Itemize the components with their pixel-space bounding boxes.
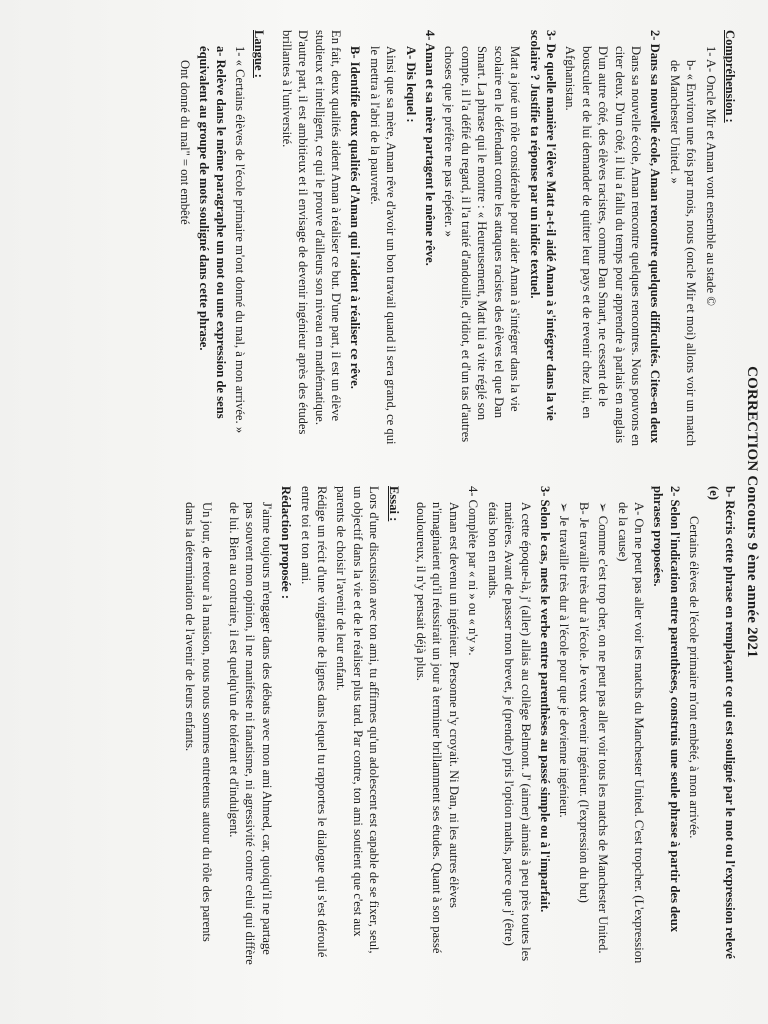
redaction-heading: Rédaction proposée : (279, 486, 294, 600)
langue-question-2: 2- Selon l'indication entre parenthèses, construis une seule phrase à partir des deux phrases proposées. (651, 486, 682, 933)
document-title: CORRECTION Concours 9 ème année 2021 (744, 366, 760, 658)
langue-question-4: 4- Complète par « ni » ou « n'y ». (466, 486, 481, 656)
answer-4a: Ainsi que sa mère, Aman rêve d'avoir un bon travail quand il sera grand, ce qui le mettra à l'abri de la pauvreté. (367, 46, 399, 445)
langue-answer-1a: Ont donné du mal" = ont embêté (177, 60, 192, 225)
question-4: 4- Aman et sa mère partagent le même rêve. (423, 30, 438, 266)
langue-question-2b: B- Je travaille très dur à l'école. Je veux devenir ingénieur. (l'expression du but) (576, 502, 591, 903)
essai-heading: Essai : (386, 486, 401, 522)
langue-answer-3: A cette époque-là, j' (aller) allais au collège Belmont. J' (aimer) aimais à peu près toutes les matières. Avant de passer mon brevet, je (prendre) pris l'option maths, parce que j' (être) étais bon en maths. (485, 502, 533, 962)
answer-2: Dans sa nouvelle école, Aman rencontre quelques rencontres. Nous pouvons en citer deux. D'un côté, il lui a fallu du temps pour apprendre à parlais en anglais D'un autre côté, des élèves racistes, comme Dan Smart, ne cessent de le bousculer et de lui demander de quitter leur pays et de revenir chez lui, en Afghanistan. (563, 46, 643, 447)
left-column (173, 30, 738, 450)
question-4b: B- Identifie deux qualités d'Aman qui l'aident à réaliser ce rêve. (348, 46, 363, 389)
essai-task: Rédige un récit d'une vingtaine de lignes dans lequel tu rapportes le dialogue qui s'est déroulé entre toi et ton ami. (298, 486, 330, 958)
question-1b: b- « Environ une fois par mois, nous (oncle Mir et moi) allons voir un match de Manchester United. » (667, 60, 699, 447)
langue-answer-2a: ➢ Comme c'est trop cher, on ne peut pas aller voir tous les matchs de Manchester United. (595, 502, 611, 966)
redaction-paragraph-1: J'aime toujours m'engager dans des débats avec mon ami Ahmed, car, quoiqu'il ne partage pas souvent mon opinion, il ne manifeste ni fanatisme, ni agressivité contre celui qui diffère de lui. Bien au contraire, il est quelqu'un de tolérant et d'indulgent. (227, 502, 274, 965)
langue-answer-2b: ➢ Je travaille très dur à l'école pour que je devienne ingénieur. (556, 502, 572, 966)
question-4a: A- Dis lequel : (403, 46, 418, 123)
question-3: 3- De quelle manière l'élève Matt a-t-il aidé Aman à s'intégrer dans la vie scolaire ? Justifie ta réponse par un indice textuel. (527, 30, 558, 421)
question-2: 2- Dans sa nouvelle école, Aman rencontre quelques difficultés. Cites-en deux (648, 30, 663, 444)
question-1a: 1- A- Oncle Mir et Aman vont ensemble au stade © (703, 46, 718, 306)
langue-question-3: 3- Selon le cas, mets le verbe entre parenthèses au passé simple ou à l'imparfait. (537, 486, 552, 913)
essai-text: Lors d'une discussion avec ton ami, tu affirmes qu'un adolescent est capable de se fixer, seul, un objectif dans la vie et de le réaliser plus tard. Par contre, ton ami soutient que c'est aux parents de choisir l'avenir de leur enfant. (334, 486, 382, 954)
langue-answer-4: Aman est devenu un ingénieur. Personne n'y croyait. Ni Dan, ni les autres élèves n'imaginaient qu'il réussirait un jour à terminer brillamment ses études. Quant à son passé douloureux, il n'y pensait déjà plus. (414, 502, 461, 954)
right-column (179, 486, 738, 966)
langue-question-2a: A- On ne peut pas aller voir les matchs du Manchester United. C'est tropcher. (L'expression de la cause) (615, 502, 646, 964)
langue-question-1: 1- « Certains élèves de l'école primaire m'ont donné du mal, à mon arrivée. » (233, 46, 248, 434)
langue-question-1a: a- Relève dans le même paragraphe un mot ou une expression de sens équivalent au groupe de mots souligné dans cette phrase. (197, 46, 228, 419)
comprehension-heading: Compréhension : (723, 30, 737, 123)
langue-heading: Langue : (252, 30, 267, 78)
question-b: b- Récris cette phrase en remplaçant ce qui est souligné par le mot ou l'expression relevé (e) (706, 486, 737, 960)
answer-4b: En fait, deux qualités aident Aman à réaliser ce but. D'une part, il est un élève studieux et intelligent, ce qui le prouve d'ailleurs son niveau en mathématique. D'autre part, il est ambitieux et il envisage de devenir ingénieur après des études brillantes à l'université. (279, 30, 344, 435)
answer-3: Matt a joué un rôle considérable pour aider Aman à s'intégrer dans la vie scolaire en le défendant contre les attaques racistes des élèves tel que Dan Smart. La phrase qui le montre : « Heureusement, Matt lui a vite réglé son compte, il l'a défié du regard, il l'a traité d'andouille, d'idiot, et d'un tas d'autres choses que je préfère ne pas répéter. » (442, 46, 523, 443)
answer-b: Certains élèves de l'école primaire m'ont embêté, à mon arrivée. (687, 516, 702, 839)
redaction-paragraph-2: Un jour, de retour à la maison, nous nous sommes entretenus autour du rôle des parents dans la détermination de l'avenir de leurs enfants. (183, 502, 214, 942)
